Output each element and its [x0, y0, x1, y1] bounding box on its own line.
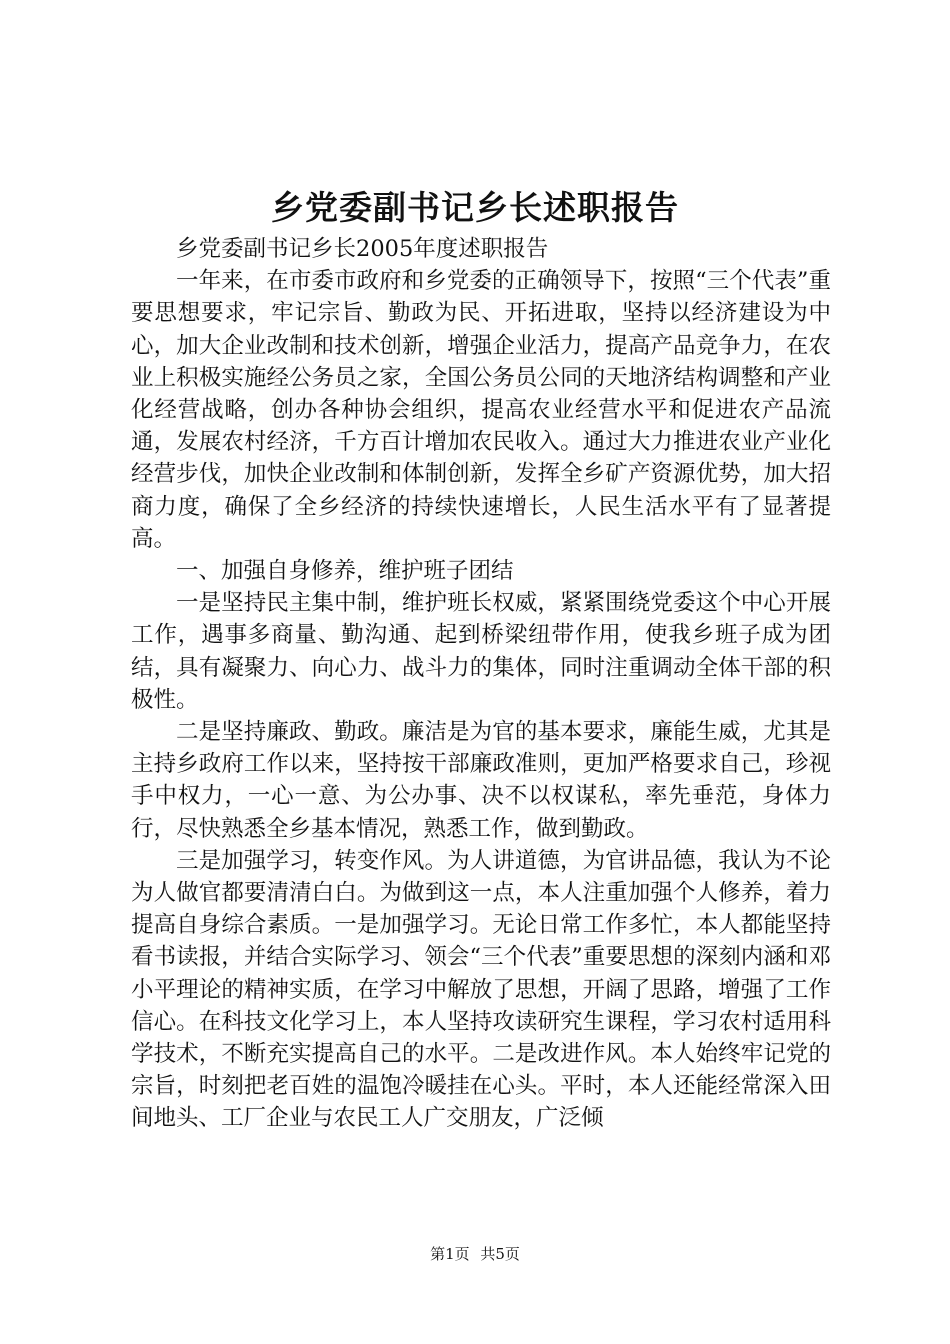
- document-title: 乡党委副书记乡长述职报告: [271, 188, 679, 227]
- report-subtitle-paragraph: 乡党委副书记乡长2005年度述职报告: [176, 236, 549, 262]
- intro-paragraph: 一年来，在市委市政府和乡党委的正确领导下，按照“三个代表”重要思想要求，牢记宗旨、勤政为民、开拓进取，坚持以经济建设为中心，加大企业改制和技术创新，增强企业活力，提高产品竞争力，在农业上积极实施经公务员之家，全国公务员公同的天地济结构调整和产业化经营战略，创办各种协会组织，提高农业经营水平和促进农产品流通，发展农村经济，千方百计增加农民收入。通过大力推进农业产业化经营步伐，加快企业改制和体制创新，发挥全乡矿产资源优势，加大招商力度，确保了全乡经济的持续快速增长，人民生活水平有了显著提高。: [131, 268, 831, 552]
- point-one-paragraph: 一是坚持民主集中制，维护班长权威，紧紧围绕党委这个中心开展工作，遇事多商量、勤沟通、起到桥梁纽带作用，使我乡班子成为团结，具有凝聚力、向心力、战斗力的集体，同时注重调动全体干部的积极性。: [131, 590, 831, 713]
- point-two-paragraph: 二是坚持廉政、勤政。廉洁是为官的基本要求，廉能生威，尤其是主持乡政府工作以来，坚持按干部廉政准则，更加严格要求自己，珍视手中权力，一心一意、为公办事、决不以权谋私，率先垂范，身体力行，尽快熟悉全乡基本情况，熟悉工作，做到勤政。: [131, 719, 831, 842]
- page-footer: [0, 1244, 950, 1264]
- document-body: [131, 233, 831, 1135]
- section-heading: 一、加强自身修养，维护班子团结: [176, 558, 514, 585]
- page-number: 第1页: [430, 1245, 470, 1263]
- page-total: 共5页: [480, 1245, 520, 1263]
- point-three-paragraph: 三是加强学习，转变作风。为人讲道德，为官讲品德，我认为不论为人做官都要清清白白。为做到这一点，本人注重加强个人修养，着力提高自身综合素质。一是加强学习。无论日常工作多忙，本人都能坚持看书读报，并结合实际学习、领会“三个代表”重要思想的深刻内涵和邓小平理论的精神实质，在学习中解放了思想，开阔了思路，增强了工作信心。在科技文化学习上，本人坚持攻读研究生课程，学习农村适用科学技术，不断充实提高自己的水平。二是改进作风。本人始终牢记党的宗旨，时刻把老百姓的温饱冷暖挂在心头。平时，本人还能经常深入田间地头、工厂企业与农民工人广交朋友，广泛倾: [131, 847, 831, 1132]
